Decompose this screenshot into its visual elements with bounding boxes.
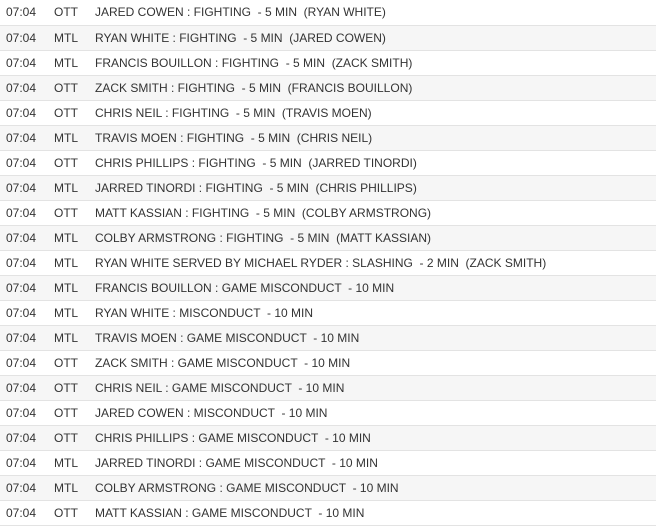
penalty-time: 07:04 (0, 325, 54, 350)
penalty-time: 07:04 (0, 300, 54, 325)
penalty-time: 07:04 (0, 450, 54, 475)
penalty-team: MTL (54, 325, 95, 350)
penalty-team: OTT (54, 75, 95, 100)
penalty-time: 07:04 (0, 50, 54, 75)
table-row (0, 200, 656, 225)
table-row (0, 0, 656, 25)
penalty-time: 07:04 (0, 425, 54, 450)
penalty-description: RYAN WHITE : MISCONDUCT - 10 MIN (95, 300, 656, 325)
table-row (0, 475, 656, 500)
table-row (0, 25, 656, 50)
penalty-description: CHRIS PHILLIPS : GAME MISCONDUCT - 10 MIN (95, 425, 656, 450)
penalty-time: 07:04 (0, 350, 54, 375)
table-row (0, 450, 656, 475)
penalty-description: RYAN WHITE : FIGHTING - 5 MIN (JARED COWEN) (95, 25, 656, 50)
penalty-time: 07:04 (0, 25, 54, 50)
penalty-description: CHRIS NEIL : FIGHTING - 5 MIN (TRAVIS MOEN) (95, 100, 656, 125)
penalty-time: 07:04 (0, 175, 54, 200)
penalty-description: ZACK SMITH : FIGHTING - 5 MIN (FRANCIS BOUILLON) (95, 75, 656, 100)
penalty-team: MTL (54, 300, 95, 325)
penalty-description: COLBY ARMSTRONG : FIGHTING - 5 MIN (MATT KASSIAN) (95, 225, 656, 250)
penalty-team: MTL (54, 175, 95, 200)
penalty-team: MTL (54, 250, 95, 275)
table-row (0, 350, 656, 375)
penalty-team: MTL (54, 25, 95, 50)
table-row (0, 150, 656, 175)
table-row (0, 275, 656, 300)
penalty-time: 07:04 (0, 475, 54, 500)
table-row (0, 500, 656, 525)
penalty-team: OTT (54, 400, 95, 425)
penalty-time: 07:04 (0, 100, 54, 125)
penalty-team: MTL (54, 50, 95, 75)
penalty-description: JARED COWEN : MISCONDUCT - 10 MIN (95, 400, 656, 425)
penalty-description: JARED COWEN : FIGHTING - 5 MIN (RYAN WHITE) (95, 0, 656, 25)
penalty-time: 07:04 (0, 150, 54, 175)
penalty-description: RYAN WHITE SERVED BY MICHAEL RYDER : SLASHING - 2 MIN (ZACK SMITH) (95, 250, 656, 275)
penalty-team: OTT (54, 150, 95, 175)
penalty-description: TRAVIS MOEN : FIGHTING - 5 MIN (CHRIS NEIL) (95, 125, 656, 150)
table-row (0, 50, 656, 75)
penalty-time: 07:04 (0, 0, 54, 25)
penalty-team: OTT (54, 200, 95, 225)
penalty-team: OTT (54, 500, 95, 525)
penalty-time: 07:04 (0, 500, 54, 525)
penalty-time: 07:04 (0, 375, 54, 400)
penalty-time: 07:04 (0, 250, 54, 275)
penalty-description: FRANCIS BOUILLON : GAME MISCONDUCT - 10 MIN (95, 275, 656, 300)
penalty-time: 07:04 (0, 125, 54, 150)
penalty-team: OTT (54, 375, 95, 400)
penalty-team: MTL (54, 125, 95, 150)
penalty-time: 07:04 (0, 225, 54, 250)
table-row (0, 175, 656, 200)
table-row (0, 250, 656, 275)
table-row (0, 300, 656, 325)
penalty-description: MATT KASSIAN : GAME MISCONDUCT - 10 MIN (95, 500, 656, 525)
penalty-team: OTT (54, 425, 95, 450)
penalty-team: OTT (54, 100, 95, 125)
penalty-description: CHRIS NEIL : GAME MISCONDUCT - 10 MIN (95, 375, 656, 400)
penalty-team: MTL (54, 450, 95, 475)
table-row (0, 375, 656, 400)
penalty-team: OTT (54, 0, 95, 25)
table-row (0, 400, 656, 425)
penalty-description: JARRED TINORDI : FIGHTING - 5 MIN (CHRIS PHILLIPS) (95, 175, 656, 200)
penalty-description: JARRED TINORDI : GAME MISCONDUCT - 10 MIN (95, 450, 656, 475)
table-row (0, 425, 656, 450)
table-row (0, 225, 656, 250)
penalty-description: ZACK SMITH : GAME MISCONDUCT - 10 MIN (95, 350, 656, 375)
penalty-time: 07:04 (0, 75, 54, 100)
table-row (0, 75, 656, 100)
table-row (0, 125, 656, 150)
penalty-team: MTL (54, 475, 95, 500)
penalty-team: MTL (54, 225, 95, 250)
table-row (0, 100, 656, 125)
penalty-time: 07:04 (0, 400, 54, 425)
penalty-time: 07:04 (0, 200, 54, 225)
table-row (0, 325, 656, 350)
penalty-description: FRANCIS BOUILLON : FIGHTING - 5 MIN (ZACK SMITH) (95, 50, 656, 75)
penalty-description: CHRIS PHILLIPS : FIGHTING - 5 MIN (JARRED TINORDI) (95, 150, 656, 175)
penalty-description: COLBY ARMSTRONG : GAME MISCONDUCT - 10 MIN (95, 475, 656, 500)
penalty-team: OTT (54, 350, 95, 375)
penalty-description: MATT KASSIAN : FIGHTING - 5 MIN (COLBY ARMSTRONG) (95, 200, 656, 225)
penalty-description: TRAVIS MOEN : GAME MISCONDUCT - 10 MIN (95, 325, 656, 350)
penalty-time: 07:04 (0, 275, 54, 300)
penalty-team: MTL (54, 275, 95, 300)
